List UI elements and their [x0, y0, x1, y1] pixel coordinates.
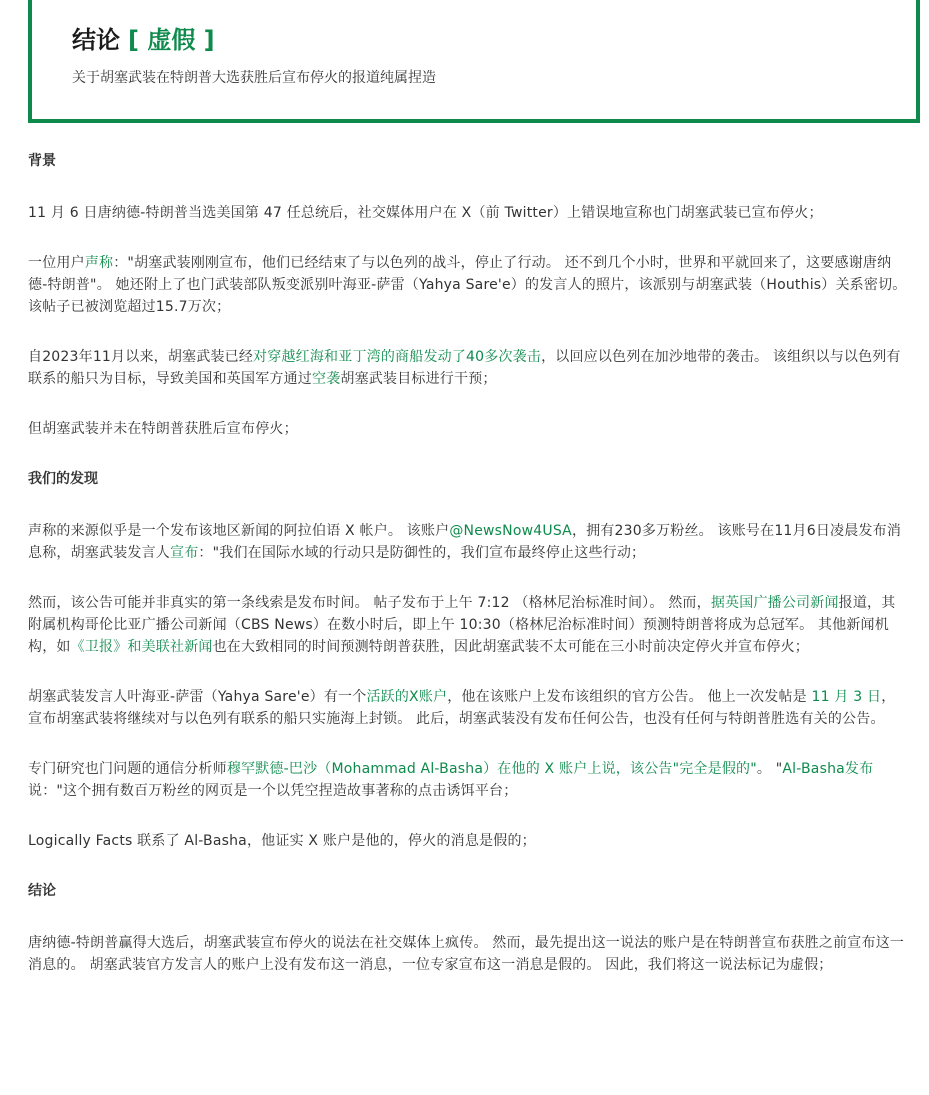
paragraph-text: ："胡塞武装刚刚宣布，他们已经结束了与以色列的战斗，停止了行动。 还不到几个小时，世界和平就回来了，这要感谢唐纳德-特朗普"。 她还附上了也门武装部队叛变派别叶海亚-萨雷（Yahya Sare'e）的发言人的照片，该派别与胡塞武装（Houthis）关系密切。 该帖子已被浏览超过15.7万次； — [28, 255, 907, 315]
paragraph-text: 11 月 6 日唐纳德-特朗普当选美国第 47 任总统后，社交媒体用户在 X（前 Twitter）上错误地宣称也门胡塞武装已宣布停火； — [28, 205, 823, 221]
section-heading: 我们的发现 — [28, 471, 98, 487]
paragraph — [28, 202, 908, 224]
article-link[interactable]: 空袭 — [312, 371, 341, 387]
paragraph-text: 胡塞武装发言人叶海亚-萨雷（Yahya Sare'e）有一个 — [28, 689, 367, 705]
paragraph-text: 一位用户 — [28, 255, 85, 271]
article-link[interactable]: @NewsNow4USA — [449, 523, 572, 539]
verdict-title-label: 结论 — [72, 26, 120, 54]
paragraph — [28, 592, 908, 658]
paragraph-text: 唐纳德-特朗普赢得大选后，胡塞武装宣布停火的说法在社交媒体上疯传。 然而，最先提出这一说法的账户是在特朗普宣布获胜之前宣布这一消息的。 胡塞武装官方发言人的账户上没有发布这一消息，一位专家宣布这一消息是假的。 因此，我们将这一说法标记为虚假； — [28, 935, 905, 973]
paragraph — [28, 346, 908, 390]
paragraph — [28, 758, 908, 802]
article-body — [28, 150, 908, 1004]
article-link[interactable]: 穆罕默德-巴沙（Mohammad Al-Basha）在他的 X 账户上说，该公告"完全是假的" — [226, 761, 757, 777]
paragraph — [28, 830, 908, 852]
paragraph-text: 但胡塞武装并未在特朗普获胜后宣布停火； — [28, 421, 298, 437]
verdict-box — [28, 0, 920, 123]
paragraph — [28, 418, 908, 440]
paragraph-text: 声称的来源似乎是一个发布该地区新闻的阿拉伯语 X 帐户。 该账户 — [28, 523, 450, 539]
paragraph-text: 报道，其附属机构哥伦比亚广播公司新闻（CBS News）在数小时后，即上午 10:30（格林尼治标准时间）预测特朗普将成为总冠军。 其他新闻机构，如 — [28, 595, 896, 655]
paragraph-text: 也在大致相同的时间预测特朗普获胜，因此胡塞武装不太可能在三小时前决定停火并宣布停火； — [212, 639, 810, 655]
article-link[interactable]: Al-Basha发布 — [782, 761, 874, 777]
paragraph — [28, 686, 908, 730]
paragraph-text: ，宣布胡塞武装将继续对与以色列有联系的船只实施海上封锁。 此后，胡塞武装没有发布任何公告，也没有任何与特朗普胜选有关的公告。 — [28, 689, 896, 727]
article-link[interactable]: 对穿越红海和亚丁湾的商船发动了40多次袭击 — [253, 349, 542, 365]
article-link[interactable]: 活跃的X账户 — [366, 689, 448, 705]
paragraph-text: Logically Facts 联系了 Al-Basha，他证实 X 账户是他的，停火的消息是假的； — [28, 833, 536, 849]
verdict-tag: [ 虚假 ] — [128, 26, 215, 54]
article-link[interactable]: 11 月 3 日 — [811, 689, 882, 705]
paragraph-text: ，拥有230多万粉丝。 该账号在11月6日凌晨发布消息称，胡塞武装发言人 — [28, 523, 902, 561]
verdict-subtitle: 关于胡塞武装在特朗普大选获胜后宣布停火的报道纯属捏造 — [72, 70, 436, 86]
paragraph-text: 然而，该公告可能并非真实的第一条线索是发布时间。 帖子发布于上午 7:12 （格林尼治标准时间）。 然而， — [28, 595, 711, 611]
article-link[interactable]: 《卫报》和美联社新闻 — [70, 639, 213, 655]
article-link[interactable]: 声称 — [84, 255, 114, 271]
paragraph-text: ，他在该账户上发布该组织的官方公告。 他上一次发帖是 — [447, 689, 812, 705]
paragraph-text: ："我们在国际水域的行动只是防御性的，我们宣布最终停止这些行动； — [198, 545, 646, 561]
paragraph-text: 胡塞武装目标进行干预； — [340, 371, 497, 387]
paragraph-text: 专门研究也门问题的通信分析师 — [28, 761, 227, 777]
paragraph-text: 。 " — [756, 761, 783, 777]
paragraph — [28, 520, 908, 564]
paragraph-text: ，以回应以色列在加沙地带的袭击。 该组织以与以色列有联系的船只为目标，导致美国和英国军方通过 — [28, 349, 901, 387]
paragraph — [28, 932, 908, 976]
paragraph — [28, 252, 908, 318]
verdict-title — [72, 20, 215, 55]
paragraph-text: 说："这个拥有数百万粉丝的网页是一个以凭空捏造故事著称的点击诱饵平台； — [28, 783, 518, 799]
section-heading: 背景 — [28, 153, 56, 169]
paragraph-text: 自2023年11月以来，胡塞武装已经 — [28, 349, 254, 365]
section-heading: 结论 — [28, 883, 56, 899]
article-link[interactable]: 宣布 — [170, 545, 199, 561]
article-link[interactable]: 据英国广播公司新闻 — [710, 595, 839, 611]
